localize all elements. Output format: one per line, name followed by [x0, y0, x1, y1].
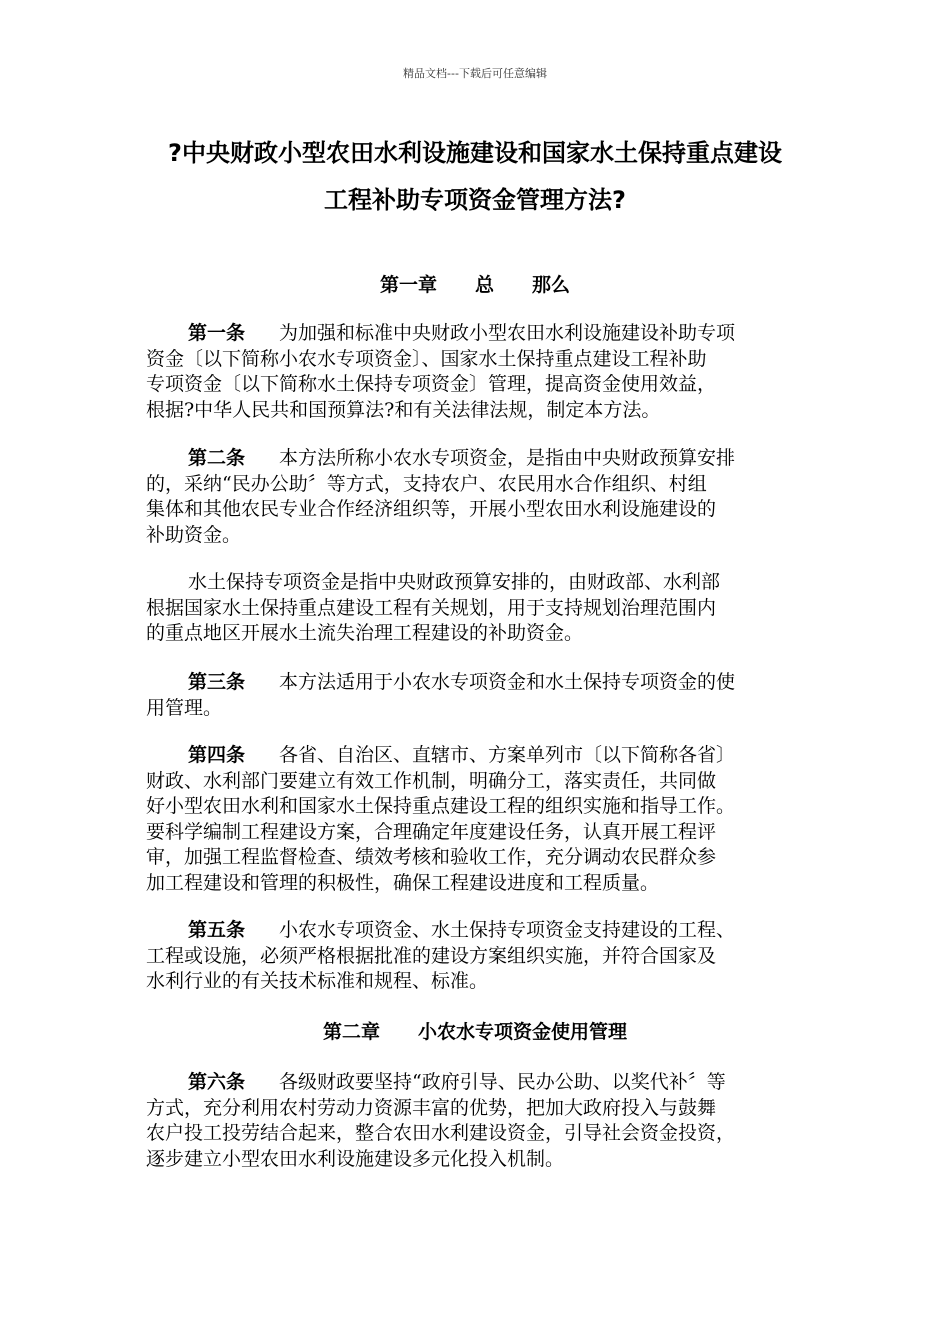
chapter-1-name-part-2: 那么: [532, 274, 571, 296]
article-2-line-1: [146, 446, 806, 472]
article-4-label: 第四条: [188, 744, 246, 766]
article-3: [146, 670, 806, 721]
chapter-2-heading: [146, 1019, 804, 1045]
chapter-2-label: 第二章: [322, 1021, 380, 1043]
article-4: [146, 743, 806, 896]
article-1: [146, 321, 806, 423]
article-2-line-4: 补助资金。: [146, 523, 242, 546]
article-5-line-2: 工程或设施，必须严格根据批准的建设方案组织实施，并符合国家及: [146, 944, 717, 967]
article-4-text-1: 各省、自治区、直辖市、方案单列市〔以下简称各省〕: [279, 744, 736, 766]
article-6-line-2: 方式，充分利用农村劳动力资源丰富的优势，把加大政府投入与鼓舞: [146, 1096, 717, 1119]
article-2-label: 第二条: [188, 447, 246, 469]
article-1-line-3: 专项资金〔以下简称水土保持专项资金〕管理，提高资金使用效益，: [146, 373, 717, 395]
article-4-line-4: 要科学编制工程建设方案，合理确定年度建设任务，认真开展工程评: [146, 820, 717, 843]
article-2-text-1: 本方法所称小农水专项资金，是指由中央财政预算安排: [279, 447, 736, 469]
article-6-line-4: 逐步建立小型农田水利设施建设多元化投入机制。: [146, 1147, 565, 1170]
article-4-line-5: 审，加强工程监督检查、绩效考核和验收工作，充分调动农民群众参: [146, 846, 717, 868]
article-6-line-3: 农户投工投劳结合起来，整合农田水利建设资金，引导社会资金投资，: [146, 1122, 736, 1144]
soil-paragraph-line-1: 水土保持专项资金是指中央财政预算安排的，由财政部、水利部: [188, 571, 721, 593]
article-3-label: 第三条: [188, 671, 246, 693]
page-header-note: 精品文档---下载后可任意编辑: [403, 67, 547, 80]
chapter-2-name: 小农水专项资金使用管理: [418, 1021, 628, 1043]
document-title-line-1: ?中央财政小型农田水利设施建设和国家水土保持重点建设: [168, 139, 782, 167]
article-2: [146, 446, 806, 548]
article-2-line-3: 集体和其他农民专业合作经济组织等，开展小型农田水利设施建设的: [146, 498, 717, 520]
article-3-text-1: 本方法适用于小农水专项资金和水土保持专项资金的使: [279, 671, 736, 693]
chapter-1-name-part-1: 总: [474, 274, 494, 296]
article-5-line-3: 水利行业的有关技术标准和规程、标准。: [146, 970, 489, 992]
article-2-line-2: 的，采纳“民办公助〞等方式，支持农户、农民用水合作组织、村组: [146, 472, 707, 495]
article-5-line-1: [146, 918, 806, 944]
article-3-line-2: 用管理。: [146, 696, 223, 719]
article-1-line-2: 资金〔以下简称小农水专项资金〕、国家水土保持重点建设工程补助: [146, 347, 707, 370]
article-3-line-1: [146, 670, 806, 696]
document-title-line-2: 工程补助专项资金管理方法?: [324, 186, 626, 214]
chapter-1-label: 第一章: [379, 274, 437, 296]
article-5: [146, 918, 806, 995]
article-1-text-1: 为加强和标准中央财政小型农田水利设施建设补助专项: [279, 322, 736, 344]
soil-paragraph-line-2: 根据国家水土保持重点建设工程有关规划，用于支持规划治理范围内: [146, 596, 717, 619]
article-5-text-1: 小农水专项资金、水土保持专项资金支持建设的工程、: [279, 919, 736, 941]
article-6-label: 第六条: [188, 1071, 246, 1093]
article-1-line-4: 根据?中华人民共和国预算法?和有关法律法规，制定本方法。: [146, 398, 661, 421]
article-4-line-6: 加工程建设和管理的积极性，确保工程建设进度和工程质量。: [146, 871, 660, 894]
chapter-1-heading: [146, 272, 804, 298]
article-6: [146, 1070, 806, 1172]
soil-conservation-paragraph: [146, 570, 806, 647]
article-1-line-1: [146, 321, 806, 347]
soil-paragraph-line-3: 的重点地区开展水土流失治理工程建设的补助资金。: [146, 622, 584, 644]
article-4-line-1: [146, 743, 806, 769]
article-4-line-2: 财政、水利部门要建立有效工作机制，明确分工，落实责任，共同做: [146, 769, 717, 792]
article-1-label: 第一条: [188, 322, 246, 344]
article-4-line-3: 好小型农田水利和国家水土保持重点建设工程的组织实施和指导工作。: [146, 795, 736, 817]
article-6-line-1: [146, 1070, 806, 1096]
article-5-label: 第五条: [188, 919, 246, 941]
article-6-text-1: 各级财政要坚持“政府引导、民办公助、以奖代补〞等: [279, 1071, 726, 1093]
